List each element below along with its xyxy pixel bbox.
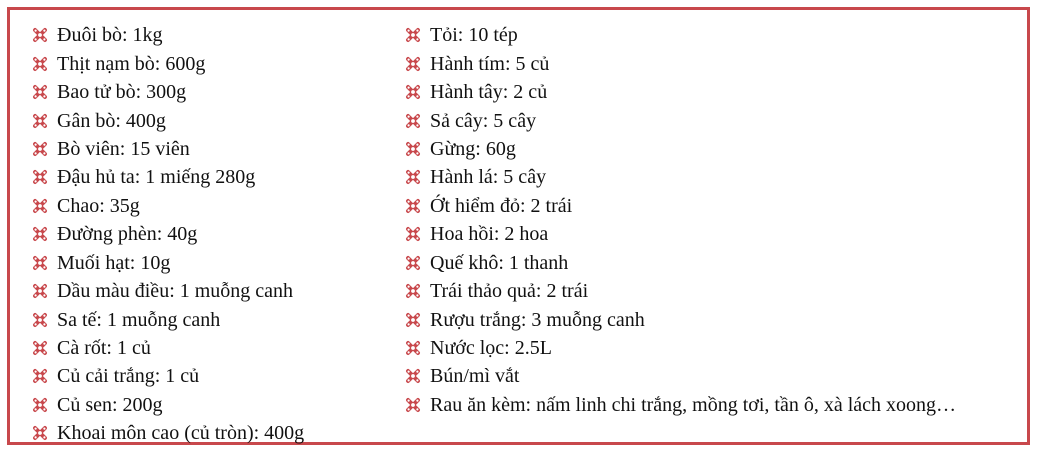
ingredient-list-right xyxy=(403,21,956,419)
ingredient-item xyxy=(30,419,304,447)
ingredient-item xyxy=(403,362,956,390)
ingredient-item xyxy=(30,334,304,362)
ingredient-item xyxy=(30,220,304,248)
ingredient-item xyxy=(30,78,304,106)
heavy-sparkle-x-icon xyxy=(403,310,423,330)
ingredient-item xyxy=(403,163,956,191)
heavy-sparkle-x-icon xyxy=(30,423,50,443)
ingredient-item xyxy=(403,277,956,305)
ingredient-item xyxy=(30,106,304,134)
heavy-sparkle-x-icon xyxy=(30,253,50,273)
heavy-sparkle-x-icon xyxy=(403,395,423,415)
heavy-sparkle-x-icon xyxy=(403,338,423,358)
ingredient-item xyxy=(403,49,956,77)
ingredient-text: Trái thảo quả: 2 trái xyxy=(430,280,589,303)
heavy-sparkle-x-icon xyxy=(403,196,423,216)
ingredient-item xyxy=(30,135,304,163)
ingredient-text: Chao: 35g xyxy=(57,194,140,217)
ingredient-text: Đuôi bò: 1kg xyxy=(57,24,163,47)
ingredient-item xyxy=(30,305,304,333)
heavy-sparkle-x-icon xyxy=(30,139,50,159)
heavy-sparkle-x-icon xyxy=(403,224,423,244)
ingredient-item xyxy=(403,21,956,49)
heavy-sparkle-x-icon xyxy=(30,82,50,102)
heavy-sparkle-x-icon xyxy=(30,281,50,301)
ingredient-text: Bò viên: 15 viên xyxy=(57,137,190,160)
ingredient-text: Củ cải trắng: 1 củ xyxy=(57,365,200,388)
ingredient-text: Đường phèn: 40g xyxy=(57,223,198,246)
ingredient-item xyxy=(30,391,304,419)
ingredient-list-left xyxy=(30,21,304,448)
ingredient-text: Tỏi: 10 tép xyxy=(430,24,518,47)
ingredient-text: Rượu trắng: 3 muỗng canh xyxy=(430,308,645,331)
heavy-sparkle-x-icon xyxy=(30,366,50,386)
heavy-sparkle-x-icon xyxy=(403,111,423,131)
ingredient-item xyxy=(403,305,956,333)
heavy-sparkle-x-icon xyxy=(403,25,423,45)
ingredient-text: Hoa hồi: 2 hoa xyxy=(430,223,549,246)
ingredient-list-box xyxy=(7,7,1030,445)
ingredient-item xyxy=(403,106,956,134)
ingredient-text: Gân bò: 400g xyxy=(57,109,166,132)
ingredient-item xyxy=(403,249,956,277)
ingredient-item xyxy=(403,334,956,362)
ingredient-text: Củ sen: 200g xyxy=(57,393,163,416)
heavy-sparkle-x-icon xyxy=(403,139,423,159)
ingredient-item xyxy=(403,135,956,163)
ingredient-text: Sả cây: 5 cây xyxy=(430,109,537,132)
heavy-sparkle-x-icon xyxy=(403,54,423,74)
heavy-sparkle-x-icon xyxy=(30,167,50,187)
heavy-sparkle-x-icon xyxy=(403,82,423,102)
ingredient-text: Hành tím: 5 củ xyxy=(430,52,550,75)
ingredient-item xyxy=(403,220,956,248)
ingredient-item xyxy=(30,277,304,305)
ingredient-text: Ớt hiểm đỏ: 2 trái xyxy=(430,194,573,217)
heavy-sparkle-x-icon xyxy=(403,366,423,386)
heavy-sparkle-x-icon xyxy=(403,253,423,273)
ingredient-text: Hành lá: 5 cây xyxy=(430,166,547,189)
ingredient-text: Đậu hủ ta: 1 miếng 280g xyxy=(57,166,256,189)
ingredient-text: Bao tử bò: 300g xyxy=(57,81,187,104)
ingredient-text: Cà rốt: 1 củ xyxy=(57,337,151,360)
ingredient-item xyxy=(30,362,304,390)
ingredient-text: Hành tây: 2 củ xyxy=(430,81,548,104)
ingredient-text: Nước lọc: 2.5L xyxy=(430,337,552,360)
ingredient-item xyxy=(30,21,304,49)
ingredient-item xyxy=(403,192,956,220)
ingredient-text: Sa tế: 1 muỗng canh xyxy=(57,308,221,331)
heavy-sparkle-x-icon xyxy=(30,395,50,415)
heavy-sparkle-x-icon xyxy=(30,25,50,45)
heavy-sparkle-x-icon xyxy=(30,338,50,358)
heavy-sparkle-x-icon xyxy=(30,196,50,216)
ingredient-item xyxy=(30,49,304,77)
ingredient-item xyxy=(30,249,304,277)
ingredient-text: Bún/mì vắt xyxy=(430,365,520,388)
ingredient-text: Thịt nạm bò: 600g xyxy=(57,52,206,75)
ingredient-text: Khoai môn cao (củ tròn): 400g xyxy=(57,422,305,445)
ingredient-text: Quế khô: 1 thanh xyxy=(430,251,569,274)
ingredient-text: Rau ăn kèm: nấm linh chi trắng, mồng tơi, tần ô, xà lách xoong… xyxy=(430,393,957,416)
heavy-sparkle-x-icon xyxy=(403,281,423,301)
ingredient-text: Muối hạt: 10g xyxy=(57,251,171,274)
ingredient-item xyxy=(30,163,304,191)
heavy-sparkle-x-icon xyxy=(403,167,423,187)
ingredient-item xyxy=(403,391,956,419)
ingredient-text: Dầu màu điều: 1 muỗng canh xyxy=(57,280,294,303)
ingredient-text: Gừng: 60g xyxy=(430,137,516,160)
ingredient-item xyxy=(30,192,304,220)
ingredient-item xyxy=(403,78,956,106)
heavy-sparkle-x-icon xyxy=(30,310,50,330)
heavy-sparkle-x-icon xyxy=(30,54,50,74)
heavy-sparkle-x-icon xyxy=(30,224,50,244)
heavy-sparkle-x-icon xyxy=(30,111,50,131)
